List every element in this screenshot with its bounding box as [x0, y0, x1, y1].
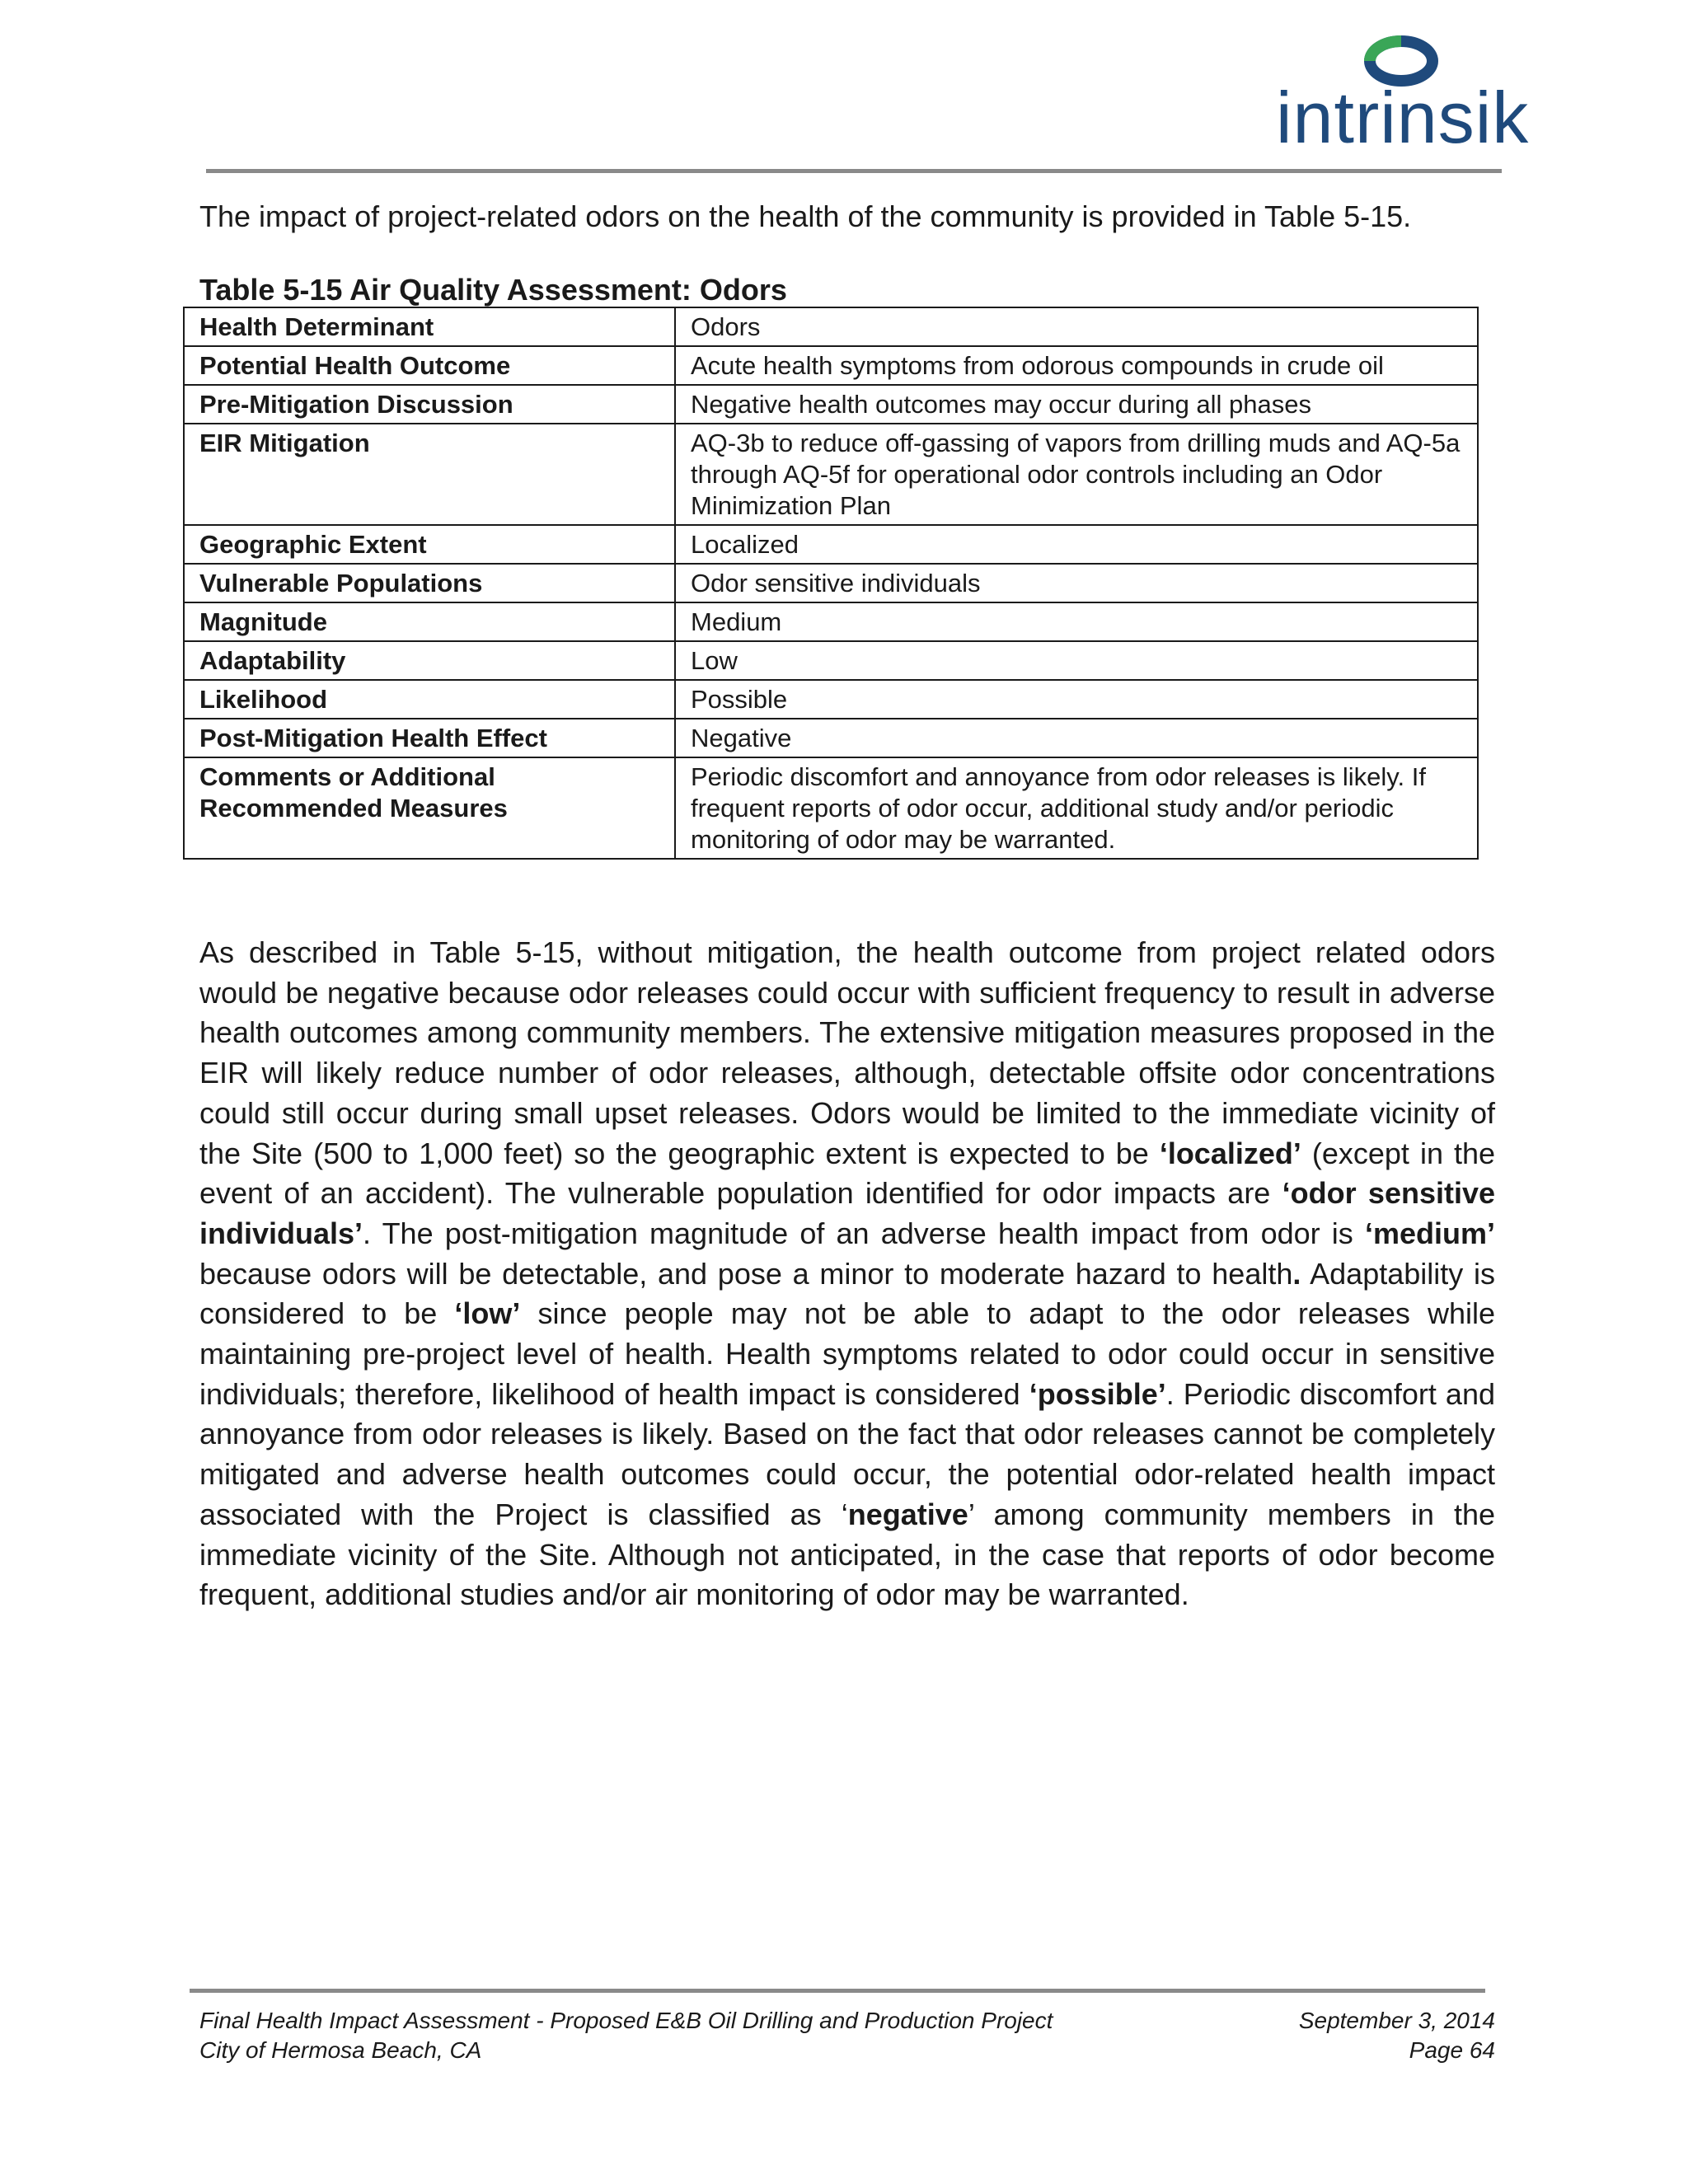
logo-wordmark-text: intrinsik	[1276, 77, 1530, 158]
footer-row	[199, 2006, 1495, 2036]
text-run: (except in the event of an accident). The vulnerable population identified for odor impacts are	[199, 1136, 1496, 1211]
footer-page-number: Page 64	[1409, 2037, 1495, 2063]
intrinsik-logo	[1276, 33, 1530, 158]
row-label: Potential Health Outcome	[184, 346, 675, 385]
discussion-paragraph	[199, 933, 1495, 1615]
text-run: since people may not be able to adapt to the odor releases while maintaining pre-project level of health. Health symptoms related to odor could occur in sensitive individuals; therefore, likelihood of health impact is considered	[199, 1296, 1495, 1411]
text-run: because odors will be detectable, and pose a minor to moderate hazard to health	[199, 1256, 1293, 1291]
row-value: Possible	[675, 680, 1478, 719]
row-label: Health Determinant	[184, 307, 675, 346]
row-value: Medium	[675, 602, 1478, 641]
page-footer	[199, 2006, 1495, 2065]
emphasis-medium: ‘medium’	[1364, 1216, 1495, 1250]
row-label: Geographic Extent	[184, 525, 675, 564]
emphasis-low: ‘low’	[454, 1296, 521, 1331]
row-value: Periodic discomfort and annoyance from odor releases is likely. If frequent reports of odor occur, additional study and/or periodic monitoring of odor may be warranted.	[675, 757, 1478, 859]
row-label: Comments or Additional Recommended Measures	[184, 757, 675, 859]
emphasis-odor-sensitive: ‘odor sensitive individuals’	[199, 1176, 1496, 1250]
table-row	[184, 307, 1478, 346]
table-row	[184, 385, 1478, 424]
table-row	[184, 719, 1478, 757]
row-label: EIR Mitigation	[184, 424, 675, 525]
row-label: Likelihood	[184, 680, 675, 719]
table-caption: Table 5-15 Air Quality Assessment: Odors	[199, 273, 787, 307]
row-value: Negative	[675, 719, 1478, 757]
text-run: As described in Table 5-15, without mitigation, the health outcome from project related odors would be negative because odor releases could occur with sufficient frequency to result in adverse health outcomes among community members. The extensive mitigation measures proposed in the EIR will likely reduce number of odor releases, although, detectable offsite odor concentrations could still occur during small upset releases. Odors would be limited to the immediate vicinity of the Site (500 to 1,000 feet) so the geographic extent is expected to be	[199, 935, 1495, 1170]
table-row	[184, 346, 1478, 385]
intro-sentence: The impact of project-related odors on the health of the community is provided in Table 5-15.	[199, 199, 1412, 233]
table-row	[184, 564, 1478, 602]
footer-date: September 3, 2014	[1298, 2008, 1495, 2033]
table-row	[184, 757, 1478, 859]
text-run: ’ among community members in the immediate vicinity of the Site. Although not anticipated, in the case that reports of odor become frequent, additional studies and/or air monitoring of odor may be warranted.	[199, 1497, 1495, 1612]
row-value: Negative health outcomes may occur during all phases	[675, 385, 1478, 424]
emphasis-negative: negative	[847, 1497, 968, 1531]
footer-rule	[190, 1989, 1485, 1993]
emphasis-possible: ‘possible’	[1029, 1376, 1166, 1411]
row-value: AQ-3b to reduce off-gassing of vapors from drilling muds and AQ-5a through AQ-5f for operational odor controls including an Odor Minimization Plan	[675, 424, 1478, 525]
emphasis-period: .	[1292, 1256, 1301, 1291]
logo-wordmark	[1276, 76, 1529, 160]
text-run: . The post-mitigation magnitude of an adverse health impact from odor is	[363, 1216, 1365, 1250]
row-value: Odor sensitive individuals	[675, 564, 1478, 602]
row-value: Odors	[675, 307, 1478, 346]
row-label: Post-Mitigation Health Effect	[184, 719, 675, 757]
row-value: Localized	[675, 525, 1478, 564]
footer-row	[199, 2036, 1495, 2065]
emphasis-localized: ‘localized’	[1159, 1136, 1301, 1170]
row-label: Vulnerable Populations	[184, 564, 675, 602]
row-label: Pre-Mitigation Discussion	[184, 385, 675, 424]
table-row	[184, 641, 1478, 680]
footer-title: Final Health Impact Assessment - Proposed E&B Oil Drilling and Production Project	[199, 2008, 1053, 2033]
table-row	[184, 602, 1478, 641]
row-value: Low	[675, 641, 1478, 680]
table-row	[184, 525, 1478, 564]
text-run: . Periodic discomfort and annoyance from odor releases is likely. Based on the fact that odor releases cannot be completely mitigated and adverse health outcomes could occur, the potential odor-related health impact associated with the Project is classified as ‘	[199, 1376, 1495, 1531]
row-value: Acute health symptoms from odorous compounds in crude oil	[675, 346, 1478, 385]
header-rule	[206, 169, 1502, 173]
table-row	[184, 424, 1478, 525]
row-label: Magnitude	[184, 602, 675, 641]
footer-location: City of Hermosa Beach, CA	[199, 2037, 482, 2063]
row-label: Adaptability	[184, 641, 675, 680]
text-run: Adaptability is considered to be	[199, 1256, 1495, 1331]
assessment-table	[183, 307, 1479, 860]
table-row	[184, 680, 1478, 719]
